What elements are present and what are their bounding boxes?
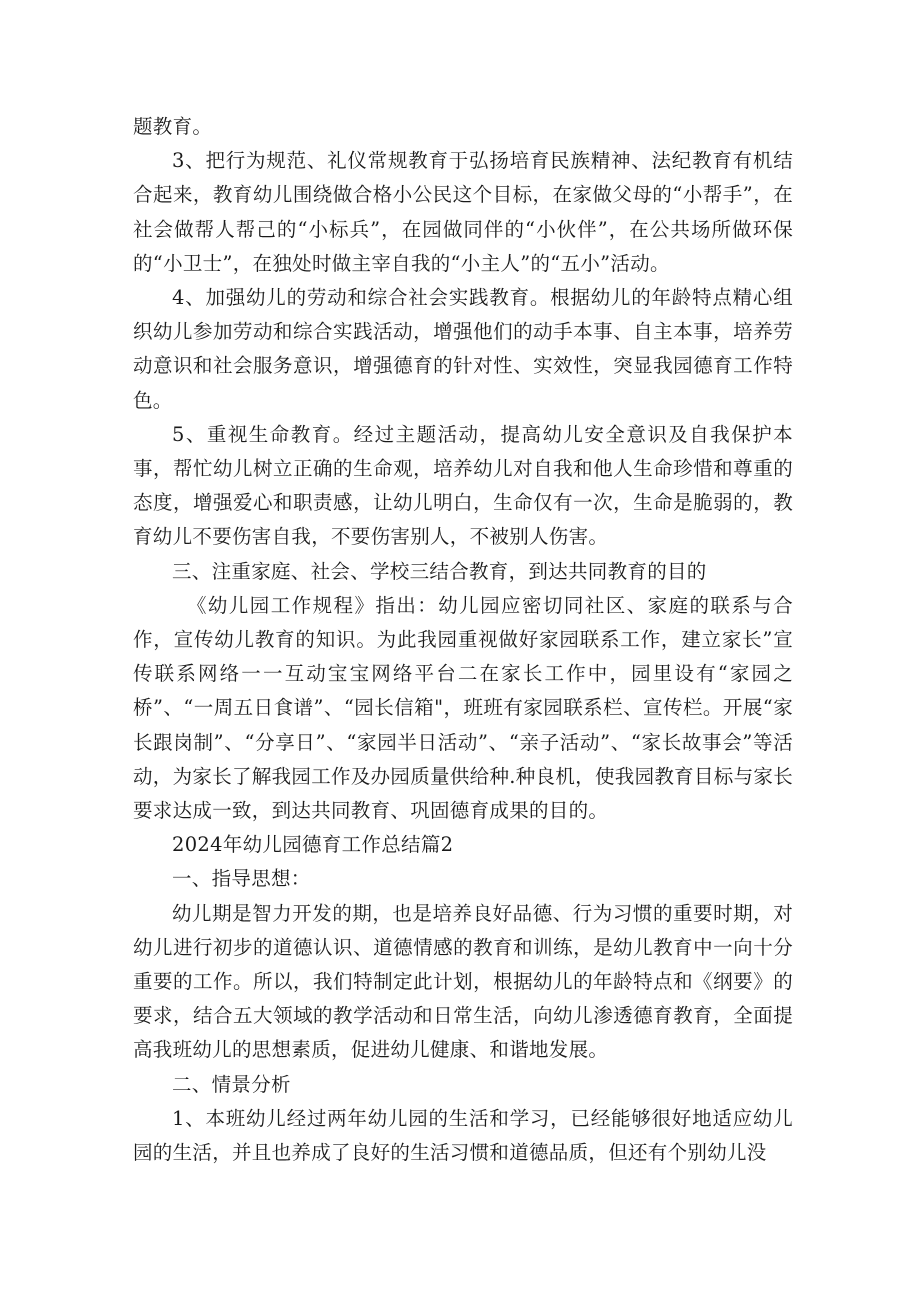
section-heading-situation: 二、情景分析: [172, 1072, 291, 1096]
paragraph-item-4: 4、加强幼儿的劳动和综合社会实践教育。根据幼儿的年龄特点精心组织幼儿参加劳动和综合实践活动，增强他们的动手本事、自主本事，培养劳动意识和社会服务意识，增强德育的针对性、实效性，突显我园德育工作特色。: [133, 286, 793, 412]
paragraph-guiding-thought: 幼儿期是智力开发的期，也是培养良好品德、行为习惯的重要时期，对幼儿进行初步的道德认识、道德情感的教育和训练，是幼儿教育中一向十分重要的工作。所以，我们特制定此计划，根据幼儿的年龄特点和《纲要》的要求，结合五大领域的教学活动和日常生活，向幼儿渗透德育教育，全面提高我班幼儿的思想素质，促进幼儿健康、和谐地发展。: [133, 901, 793, 1062]
paragraph-regulations: 《幼儿园工作规程》指出：幼儿园应密切同社区、家庭的联系与合作，宣传幼儿教育的知识。为此我园重视做好家园联系工作，建立家长”宣传联系网络一一互动宝宝网络平台二在家长工作中，园里设有“家园之桥”、“一周五日食谱”、“园长信箱"，班班有家园联系栏、宣传栏。开展“家长跟岗制”、“分享日”、“家园半日活动”、“亲子活动”、“家长故事会”等活动，为家长了解我园工作及办园质量供给种.种良机，使我园教育目标与家长要求达成一致，到达共同教育、巩固德育成果的目的。: [133, 593, 793, 823]
paragraph-item-5: 5、重视生命教育。经过主题活动，提高幼儿安全意识及自我保护本事，帮忙幼儿树立正确的生命观，培养幼儿对自我和他人生命珍惜和尊重的态度，增强爱心和职责感，让幼儿明白，生命仅有一次，生命是脆弱的，教育幼儿不要伤害自我，不要伤害别人，不被别人伤害。: [133, 422, 793, 549]
paragraph-situation-1: 1、本班幼儿经过两年幼儿园的生活和学习，已经能够很好地适应幼儿园的生活，并且也养成了良好的生活习惯和道德品质，但还有个别幼儿没: [133, 1106, 793, 1165]
document-body: [133, 110, 793, 1170]
paragraph-continuation: 题教育。: [133, 115, 213, 138]
section-heading-guiding-thought: 一、指导思想：: [172, 867, 311, 891]
paragraph-item-3: 3、把行为规范、礼仪常规教育于弘扬培育民族精神、法纪教育有机结合起来，教育幼儿围绕做合格小公民这个目标，在家做父母的“小帮手”，在社会做帮人帮己的“小标兵”，在园做同伴的“小伙伴”，在公共场所做环保的“小卫士”，在独处时做主宰自我的“小主人”的“五小”活动。: [133, 149, 793, 275]
article-title: 2024年幼儿园德育工作总结篇2: [172, 833, 454, 857]
section-heading-3: 三、注重家庭、社会、学校三结合教育，到达共同教育的目的: [172, 559, 707, 583]
